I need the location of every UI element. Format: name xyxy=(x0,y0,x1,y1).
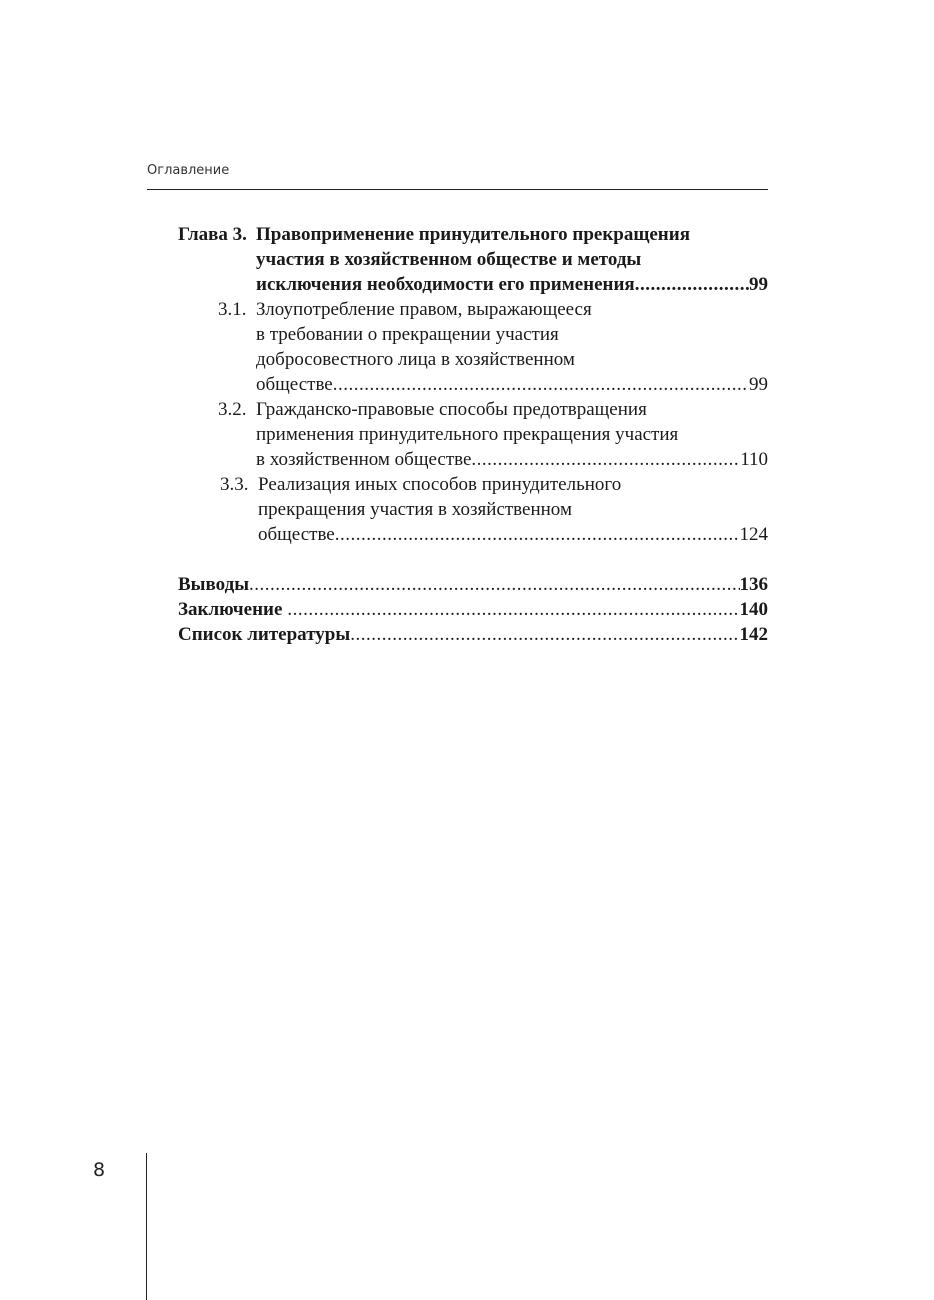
section-title-line-1: Реализация иных способов принудительного xyxy=(258,474,622,495)
section-number: 3.3. xyxy=(220,474,249,495)
chapter-title-line-2: участия в хозяйственном обществе и методы xyxy=(256,249,642,270)
section-number: 3.1. xyxy=(218,299,247,320)
leader-dots xyxy=(249,572,739,597)
header-divider xyxy=(147,189,768,190)
section-title-line-3: в хозяйственном обществе xyxy=(256,449,472,470)
toc-section-3-2[interactable] xyxy=(178,397,768,472)
leader-dots xyxy=(335,522,740,547)
spacer xyxy=(178,547,768,572)
chapter-title-line-3: исключения необходимости его применения xyxy=(256,274,635,295)
running-header-title: Оглавление xyxy=(147,163,230,178)
leader-dots xyxy=(333,372,749,397)
entry-title: Заключение xyxy=(178,599,283,620)
section-number: 3.2. xyxy=(218,399,247,420)
page-number: 8 xyxy=(93,1159,106,1181)
leader-dots xyxy=(635,272,749,297)
section-title-line-4: обществе xyxy=(256,374,333,395)
toc-chapter-3[interactable] xyxy=(178,222,768,297)
page-ref: 110 xyxy=(740,449,768,470)
page-ref: 140 xyxy=(739,599,768,620)
section-title-line-2: прекращения участия в хозяйственном xyxy=(258,499,572,520)
toc-conclusions[interactable] xyxy=(178,572,768,597)
toc-final-conclusion[interactable] xyxy=(178,597,768,622)
margin-divider xyxy=(146,1153,147,1300)
section-title-line-1: Гражданско-правовые способы предотвращения xyxy=(256,399,647,420)
section-title-line-1: Злоупотребление правом, выражающееся xyxy=(256,299,592,320)
page-ref: 99 xyxy=(749,274,768,295)
leader-dots xyxy=(471,447,740,472)
chapter-title-line-1: Правоприменение принудительного прекращения xyxy=(256,224,690,245)
toc-section-3-1[interactable] xyxy=(178,297,768,397)
section-title-line-3: добросовестного лица в хозяйственном xyxy=(256,349,575,370)
section-title-line-2: применения принудительного прекращения участия xyxy=(256,424,679,445)
page-ref: 142 xyxy=(739,624,768,645)
section-title-line-2: в требовании о прекращении участия xyxy=(256,324,559,345)
page-ref: 124 xyxy=(739,524,768,545)
page-ref: 99 xyxy=(749,374,768,395)
table-of-contents xyxy=(178,222,768,647)
toc-bibliography[interactable] xyxy=(178,622,768,647)
leader-dots xyxy=(350,622,739,647)
entry-title: Выводы xyxy=(178,574,250,595)
section-title-line-3: обществе xyxy=(258,524,335,545)
chapter-label: Глава 3. xyxy=(178,224,247,245)
page-ref: 136 xyxy=(739,574,768,595)
leader-dots xyxy=(282,597,739,622)
entry-title: Список литературы xyxy=(178,624,351,645)
toc-section-3-3[interactable] xyxy=(178,472,768,547)
